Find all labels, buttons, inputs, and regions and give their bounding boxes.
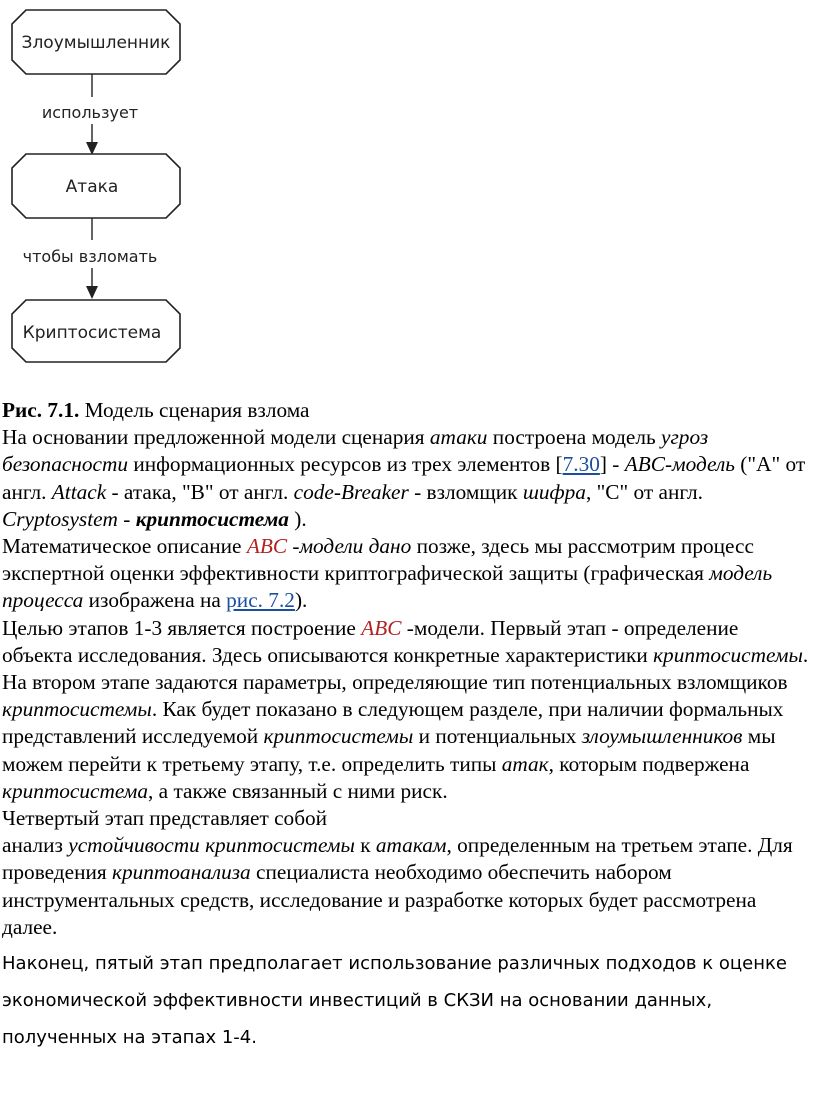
text: , определенным на третьем этапе. Для проведения xyxy=(2,833,793,885)
attack-scenario-diagram xyxy=(0,0,200,380)
text: , а также связанный с ними риск. xyxy=(148,778,448,803)
term-attacks: атак xyxy=(501,751,549,776)
term-attackers: злоумышленников xyxy=(581,724,743,749)
text: построена модель xyxy=(487,425,662,450)
text: специалиста необходимо обеспечить набором инструментальных средств, исследование и разработке которых будет рассмотрена далее. xyxy=(2,860,757,939)
paragraph-analysis xyxy=(2,832,814,941)
text: . Как будет показано в следующем разделе, при наличии формальных представлений исследуемой xyxy=(2,697,784,749)
term-cryptosystem-bold: криптосистема xyxy=(135,506,289,531)
text: ("A" от англ. xyxy=(2,452,806,504)
term-cryptosystem: криптосистемы xyxy=(263,724,414,749)
text: -модели. Первый этап - определение объекта исследования. Здесь описываются конкретные характеристики xyxy=(2,615,739,667)
term-abc: ABC xyxy=(361,615,402,640)
term-cryptosystem-en: Cryptosystem xyxy=(2,506,118,531)
node-attack-label: Атака xyxy=(65,177,119,197)
term-threats: угроз безопасности xyxy=(2,425,709,477)
term-breaker-en: code-Breaker xyxy=(293,479,409,504)
node-attacker-label: Злоумышленник xyxy=(21,33,171,53)
paragraph-math-description xyxy=(2,533,814,615)
text: мы можем перейти к третьему этапу, т.е. определить типы xyxy=(2,724,776,776)
arrowhead-2 xyxy=(86,286,98,299)
term-attack-en: Attack xyxy=(51,479,107,504)
figure-caption xyxy=(2,397,814,424)
term-robustness: устойчивости криптосистемы xyxy=(68,833,355,858)
document-body xyxy=(2,397,814,1056)
term-abc: ABC xyxy=(246,534,288,559)
node-attack xyxy=(12,154,180,218)
text: - атака, "B" от англ. xyxy=(106,479,294,504)
text: На основании предложенной модели сценария xyxy=(2,425,430,450)
reference-link[interactable]: 7.30 xyxy=(562,452,600,477)
paragraph-stages xyxy=(2,615,814,805)
paragraph-stage-five xyxy=(2,945,814,1056)
text: Математическое описание xyxy=(2,534,247,559)
node-attacker xyxy=(12,10,180,74)
text: - взломщик xyxy=(408,479,523,504)
term-abc-model: ABC-модель xyxy=(624,452,735,477)
text: ] - xyxy=(599,452,625,477)
text: изображена на xyxy=(83,588,227,613)
paragraph-stage-four xyxy=(2,805,814,832)
text: Целью этапов 1-3 является построение xyxy=(2,615,362,640)
text: . На втором этапе задаются параметры, определяющие тип потенциальных взломщиков xyxy=(2,642,809,695)
term-cryptosystem: криптосистема xyxy=(2,778,149,803)
term-attacks: атакам xyxy=(375,833,447,858)
text: анализ xyxy=(2,833,69,858)
term-process-model: модель процесса xyxy=(2,561,773,613)
text: , "C" от англ. xyxy=(585,479,703,504)
caption-label: Рис. 7.1. xyxy=(2,398,80,422)
term-cryptosystem: криптосистемы xyxy=(653,642,803,667)
term-cryptosystem: криптосистемы xyxy=(2,697,152,722)
text: - xyxy=(117,506,136,531)
term-cipher: шифра xyxy=(522,479,586,504)
term-attack: атаки xyxy=(429,425,488,450)
text: , которым подвержена xyxy=(548,751,750,776)
text: к xyxy=(354,833,376,858)
text: ). xyxy=(288,506,307,531)
arrowhead-1 xyxy=(86,142,98,155)
node-cryptosystem-label: Криптосистема xyxy=(22,323,162,343)
text: Четвертый этап представляет собой xyxy=(2,806,328,831)
text: информационных ресурсов из трех элементов [ xyxy=(128,452,563,477)
text: ). xyxy=(294,588,308,613)
text: позже, здесь мы рассмотрим процесс экспертной оценки эффективности криптографической защиты (графическая xyxy=(2,534,754,586)
node-cryptosystem xyxy=(12,300,180,362)
text: Наконец, пятый этап предполагает использование различных подходов к оценке экономической эффективности инвестиций в СКЗИ на основании данных, полученных на этапах 1-4. xyxy=(2,953,787,1049)
edge-label-uses: использует xyxy=(41,103,139,122)
edge-label-to-break: чтобы взломать xyxy=(22,247,158,266)
caption-text: Модель сценария взлома xyxy=(79,398,310,422)
term-cryptanalysis: криптоанализа xyxy=(112,860,251,885)
text: и потенциальных xyxy=(413,724,582,749)
term-model-given: -модели дано xyxy=(287,534,412,559)
figure-link[interactable]: рис. 7.2 xyxy=(226,588,295,613)
paragraph-abc-model xyxy=(2,424,814,533)
